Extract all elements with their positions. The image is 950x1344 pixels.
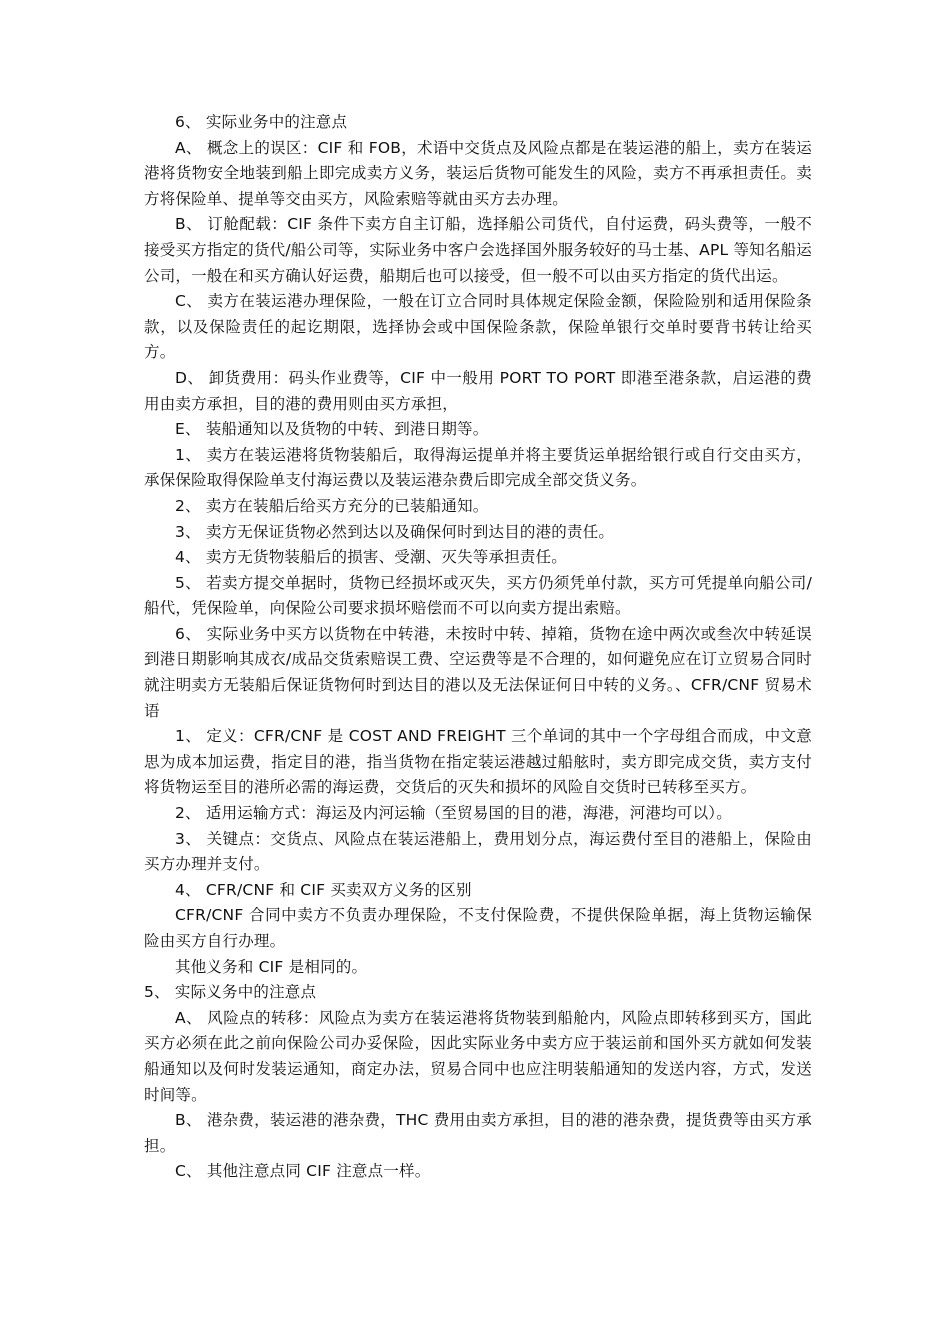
paragraph-item-4: 4、 卖方无货物装船后的损害、受潮、灭失等承担责任。 — [175, 548, 567, 567]
paragraph-item-6: 6、 实际业务中买方以货物在中转港，未按时中转、掉箱，货物在途中两次或叁次中转延误到港日期影响其成衣/成品交货索赔误工费、空运费等是不合理的，如何避免应在订立贸易合同时就注明卖方无装船后保证货物何时到达目的港以及无法保证何日中转的义务。、CFR/CNF 贸易术语 — [144, 624, 812, 720]
paragraph-e-notice: E、 装船通知以及货物的中转、到港日期等。 — [175, 420, 489, 439]
paragraph-cfr-vs-cif: 4、 CFR/CNF 和 CIF 买卖双方义务的区别 — [175, 880, 472, 899]
paragraph-item-5: 5、 若卖方提交单据时，货物已经损坏或灭失，买方仍须凭单付款，买方可凭提单向船公司/船代，凭保险单，向保险公司要求损坏赔偿而不可以向卖方提出索赔。 — [144, 573, 812, 618]
paragraph-a-risk-transfer: A、 风险点的转移：风险点为卖方在装运港将货物装到船舱内，风险点即转移到买方，国此买方必须在此之前向保险公司办妥保险，因此实际业务中卖方应于装运前和国外买方就如何发装船通知以及何时发装运通知，商定办法，贸易合同中也应注明装船通知的发送内容，方式，发送时间等。 — [144, 1008, 812, 1104]
paragraph-item-3: 3、 卖方无保证货物必然到达以及确保何时到达目的港的责任。 — [175, 522, 615, 541]
paragraph-cfr-definition: 1、 定义：CFR/CNF 是 COST AND FREIGHT 三个单词的其中一个字母组合而成，中文意思为成本加运费，指定目的港，指当货物在指定装运港越过船舷时，卖方即完成交货，卖方支付将货物运至目的港所必需的海运费，交货后的灭失和损坏的风险自交货时已转移至买方。 — [144, 727, 812, 797]
paragraph-other-duties: 其他义务和 CIF 是相同的。 — [175, 957, 368, 976]
paragraph-cfr-keypoints: 3、 关键点：交货点、风险点在装运港船上，费用划分点，海运费付至目的港船上，保险由买方办理并支付。 — [144, 829, 812, 874]
paragraph-cfr-transport: 2、 适用运输方式：海运及内河运输（至贸易国的目的港，海港，河港均可以）。 — [175, 804, 732, 823]
paragraph-heading-5: 5、 实际义务中的注意点 — [144, 983, 317, 1002]
paragraph-item-2: 2、 卖方在装船后给买方充分的已装船通知。 — [175, 496, 489, 515]
paragraph-cfr-insurance: CFR/CNF 合同中卖方不负责办理保险，不支付保险费，不提供保险单据，海上货物运输保险由买方自行办理。 — [144, 906, 812, 950]
paragraph-c-other-notes: C、 其他注意点同 CIF 注意点一样。 — [175, 1162, 431, 1181]
paragraph-c-insurance: C、 卖方在装运港办理保险，一般在订立合同时具体规定保险金额，保险险别和适用保险条款，以及保险责任的起讫期限，选择协会或中国保险条款，保险单银行交单时要背书转让给买方。 — [144, 292, 812, 362]
paragraph-a-misconception: A、 概念上的误区：CIF 和 FOB，术语中交货点及风险点都是在装运港的船上，卖方在装运港将货物安全地装到船上即完成卖方义务，装运后货物可能发生的风险，卖方不再承担责任。卖方将保险单、提单等交由买方，风险索赔等就由买方去办理。 — [144, 138, 812, 208]
paragraph-heading-6: 6、 实际业务中的注意点 — [175, 113, 348, 131]
document-body — [144, 110, 812, 1185]
paragraph-b-booking: B、 订舱配载：CIF 条件下卖方自主订船，选择船公司货代，自付运费，码头费等，一般不接受买方指定的货代/船公司等，实际业务中客户会选择国外服务较好的马士基、APL 等知名船运公司，一般在和买方确认好运费，船期后也可以接受，但一般不可以由买方指定的货代出运。 — [144, 215, 812, 285]
paragraph-item-1: 1、 卖方在装运港将货物装船后，取得海运提单并将主要货运单据给银行或自行交由买方，承保保险取得保险单支付海运费以及装运港杂费后即完成全部交货义务。 — [144, 445, 812, 490]
paragraph-d-unloading: D、 卸货费用：码头作业费等，CIF 中一般用 PORT TO PORT 即港至港条款，启运港的费用由卖方承担，目的港的费用则由买方承担， — [144, 368, 812, 413]
paragraph-b-port-charges: B、 港杂费，装运港的港杂费，THC 费用由卖方承担，目的港的港杂费，提货费等由买方承担。 — [144, 1111, 812, 1155]
